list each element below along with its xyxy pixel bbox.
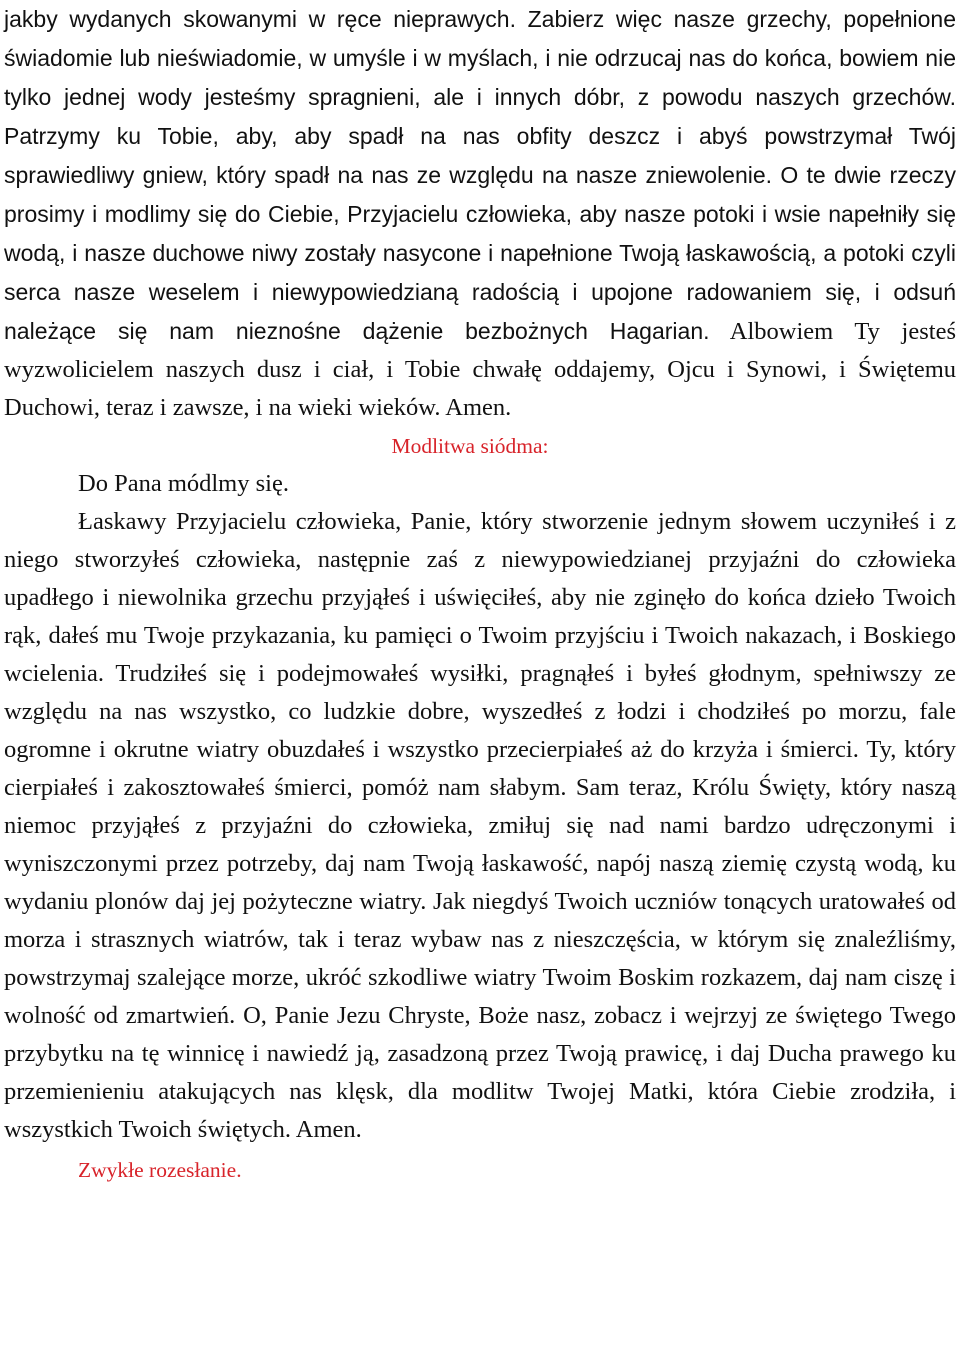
document-page [4, 0, 956, 1189]
section-heading: Modlitwa siódma: [391, 434, 549, 458]
prayer-paragraph-continued [4, 0, 956, 427]
prayer-paragraph-seventh: Łaskawy Przyjacielu człowieka, Panie, który stworzenie jednym słowem uczyniłeś i z niego stworzyłeś człowieka, następnie zaś z niewypowiedzianej przyjaźni do człowieka upadłego i niewolnika grzechu przyjąłeś i uświęciłeś, aby nie zginęło do końca dzieło Twoich rąk, dałeś mu Twoje przykazania, ku pamięci o Twoim przyjściu i Twoich nakazach, i Boskiego wcielenia. Trudziłeś się i podejmowałeś wysiłki, pragnąłeś i byłeś głodnym, spełniwszy ze względu na nas wszystko, co ludzkie dobre, wyszedłeś z łodzi i chodziłeś po morzu, fale ogromne i okrutne wiatry obuzdałeś i wszystko przecierpiałeś aż do krzyża i śmierci. Ty, który cierpiałeś i zakosztowałeś śmierci, pomóż nam słabym. Sam teraz, Królu Święty, który naszą niemoc przyjąłeś z przyjaźni do człowieka, zmiłuj się nad nami bardzo udręczonymi i wyniszczonymi przez potrzeby, daj nam Twoją łaskawość, napój naszą ziemię czystą wodą, ku wydaniu plonów daj jej pożyteczne wiatry. Jak niegdyś Twoich uczniów tonących uratowałeś od morza i strasznych wiatrów, tak i teraz wybaw nas z nieszczęścia, w którym się znaleźliśmy, powstrzymaj szalejące morze, ukróć szkodliwe wiatry Twoim Boskim rozkazem, daj nam ciszę i wolność od zmartwień. O, Panie Jezu Chryste, Boże nasz, zobacz i wejrzyj ze świętego Twego przybytku na tę winnicę i nawiedź ją, zasadzoną przez Twoją prawicę, i daj Ducha prawego ku przemienieniu atakujących nas klęsk, dla modlitw Twojej Matki, która Ciebie zrodziła, i wszystkich Twoich świętych. Amen. [4, 508, 956, 1143]
invocation-line: Do Pana módlmy się. [78, 470, 289, 497]
paragraph-serif-part: Albowiem Ty jesteś wyzwolicielem naszych dusz i ciał, i Tobie chwałę oddajemy, Ojcu i Synowi, i Świętemu Duchowi, teraz i zawsze, i na wieki wieków. Amen. [4, 318, 956, 421]
paragraph-sans-part: jakby wydanych skowanymi w ręce nieprawych. Zabierz więc nasze grzechy, popełnione świadomie lub nieświadomie, w umyśle i w myślach, i nie odrzucaj nas do końca, bowiem nie tylko jednej wody jesteśmy spragnieni, ale i innych dóbr, z powodu naszych grzechów. Patrzymy ku Tobie, aby, aby spadł na nas obfity deszcz i abyś powstrzymał Twój sprawiedliwy gniew, który spadł na nas ze względu na nasze zniewolenie. O te dwie rzeczy prosimy i modlimy się do Ciebie, Przyjacielu człowieka, aby nasze potoki i wsie napełniły się wodą, i nasze duchowe niwy zostały nasycone i napełnione Twoją łaskawością, a potoki czyli serca nasze weselem i niewypowiedzianą radością i upojone radowaniem się, i odsuń należące się nam nieznośne dążenie bezbożnych Hagarian. [4, 6, 956, 344]
footer-rubric: Zwykłe rozesłanie. [78, 1158, 242, 1182]
